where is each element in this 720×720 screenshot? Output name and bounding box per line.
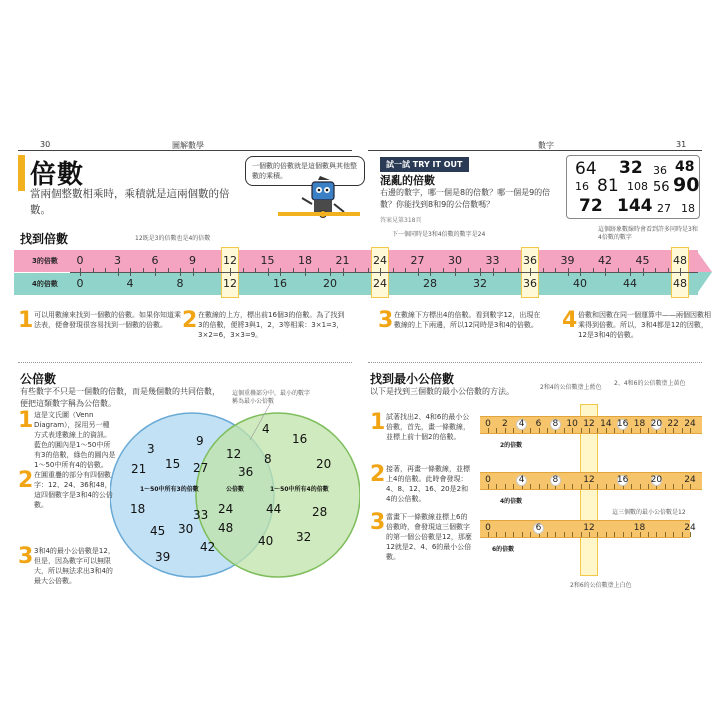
venn-right-number: 44 [266,502,282,516]
ruler-tick [597,484,598,489]
header-rule-left [18,150,352,151]
venn-left-number: 30 [178,522,194,536]
mixed-number: 64 [575,159,597,179]
annotation-12: 12既是3的倍數也是4的倍數 [135,235,211,242]
lcm-annotation: 這個重疊部分中，最小的數字稱為最小公倍數 [232,390,311,405]
ruler-label: 2的倍數 [500,442,523,449]
mixed-number: 56 [653,180,670,195]
ruler-tick [496,532,497,537]
venn-common-number: 48 [218,521,234,535]
ruler-tick [631,484,632,489]
left-running-title: 圖解數學 [172,141,204,150]
step-number: 2 [182,308,198,333]
try-it-text: 右邊的數字，哪一個是8的倍數？哪一個是9的倍數？你能找到8和9的公倍數嗎？ [380,188,551,209]
page-title: 倍數 [30,160,85,190]
step-number: 2 [18,468,34,493]
row3-number: 39 [560,254,575,267]
ruler-tick [640,484,641,489]
venn-left-label: 1～50中所有3的倍數 [140,486,199,493]
row3-number: 15 [260,254,275,267]
step-number: 3 [370,510,386,535]
venn-left-number: 39 [155,550,171,564]
ruler-tick [597,532,598,537]
left-page-number: 30 [40,140,51,149]
ruler-tick [665,484,666,489]
step-number: 4 [562,308,578,333]
ruler-tick [572,532,573,537]
ruler-number: 22 [667,419,679,429]
title-accent-bar [18,155,25,191]
common-multiples-intro: 有些數字不只是一個數的倍數，而是幾個數的共同倍數，便把這類數字稱為公倍數。 [20,387,220,408]
venn-common-number: 12 [226,447,242,461]
right-page-number: 31 [676,140,687,149]
row4-number: 28 [423,277,437,290]
row3-number: 9 [189,254,196,267]
ruler-tick [530,484,531,489]
ruler-number: 4 [518,475,525,485]
ruler-tick [656,532,657,537]
row4-number: 4 [126,277,134,290]
row3-number: 30 [448,254,462,267]
definition-bubble: 一個數的倍數就是這個數與其他整數的乘積。 [245,156,365,186]
ruler-number: 14 [600,419,612,429]
row3-number: 45 [635,254,650,267]
step-number: 3 [18,544,34,569]
ruler-tick [555,532,556,537]
step-text: 在圓重疊的部分有四個數字：12、24、36和48，這四個數字是3和4的公倍數。 [34,471,113,509]
row4-number: 48 [673,277,687,290]
step-text: 在數線下方標出4的倍數。看到數字12，出現在數線的上下兩邊，所以12同時是3和4的倍數。 [394,311,541,329]
lcm-ann-blue: 2和4的公倍數塗上藍色 [540,384,602,391]
ruler-tick [539,484,540,489]
ruler-tick [606,532,607,537]
step-text: 在數線的上方，標出前16個3的倍數。為了找到3的倍數，便將3與1，2，3等相乘：3×1=3，3×2=6，3×3=9。 [198,311,345,339]
venn-common-number: 24 [218,502,234,516]
ruler-tick [665,532,666,537]
row4-number: 8 [176,277,184,290]
row3-number: 48 [673,254,687,267]
venn-left-number: 18 [130,502,146,516]
venn-right-number: 40 [258,534,274,548]
header-rule-right [368,150,702,151]
common-multiples-title: 公倍數 [20,372,57,386]
ruler-number: 8 [552,419,559,429]
ruler-number: 12 [583,475,595,485]
row4-number: 16 [273,277,287,290]
row3-number: 42 [598,254,612,267]
ruler-tick [496,484,497,489]
annotation-common: 這個跡象數線時會看到許多同時是3和4倍數的數字 [598,226,698,241]
ruler-tick [505,484,506,489]
ruler-tick [648,532,649,537]
try-it-note: 答案見第318頁 [380,217,422,224]
step-text: 這是文氏圖（Venn Diagram），採用另一種方式表達數線上的資訊。藍色的圓內是1～50中所有3的倍數，綠色的圓內是1～50中所有4的倍數。 [34,411,116,469]
row4-number: 32 [473,277,487,290]
ruler-label: 6的倍數 [492,546,515,553]
ruler-tick [547,532,548,537]
row3-number: 33 [485,254,500,267]
lcm-ann-yellow: 2、4和6的公倍數塗上黃色 [614,380,686,387]
mixed-number: 48 [675,159,695,175]
row3-number: 21 [335,254,350,267]
ruler-number: 12 [583,419,595,429]
ruler-number: 0 [485,475,491,485]
ruler-number: 6 [535,419,542,429]
row4-number: 12 [223,277,237,290]
mixed-number: 81 [597,176,619,196]
number-line-arrow-icon [696,250,712,295]
venn-right-number: 28 [312,505,328,519]
mixed-numbers-box [566,155,700,219]
ruler-tick [623,532,624,537]
ruler-number: 0 [485,419,491,429]
venn-right-number: 8 [264,452,272,466]
row4-number: 20 [323,277,337,290]
ruler-number: 16 [616,419,629,429]
venn-right-label: 1～50中所有4的倍數 [270,486,329,493]
row3-number: 27 [410,254,425,267]
venn-mid-label: 公倍數 [226,486,245,493]
right-running-title: 數字 [538,141,554,150]
mixed-number: 90 [673,174,700,196]
venn-right-number: 4 [262,422,270,436]
ruler-number: 6 [535,523,542,533]
ruler-number: 10 [566,419,578,429]
venn-left-number: 3 [147,442,155,456]
lcm-ann-white: 2和6的公倍數塗上白色 [570,582,632,589]
number-line-axis [70,272,698,273]
ruler-number: 12 [583,523,595,533]
step-number: 2 [370,462,386,487]
ruler-tick [614,532,615,537]
ruler-number: 8 [552,475,559,485]
section-divider-left [18,362,352,363]
ruler-number: 24 [684,523,696,533]
ruler-number: 18 [633,523,646,533]
ruler-number: 2 [501,419,508,429]
ruler-tick [673,484,674,489]
venn-left-number: 42 [200,540,216,554]
ruler-number: 20 [650,475,663,485]
mixed-number: 108 [627,180,648,193]
ruler-number: 20 [650,419,663,429]
row4-number: 24 [373,277,387,290]
row3-number: 36 [523,254,537,267]
ruler-number: 0 [485,523,491,533]
row4-number: 0 [76,277,84,290]
row3-number: 18 [298,254,312,267]
try-it-header: 試一試 TRY IT OUT [380,157,469,172]
venn-left-number: 33 [193,508,209,522]
row4-label: 4的倍數 [32,280,58,288]
mixed-number: 36 [653,164,667,177]
lcm-ann-twelve: 這三個數的最小公倍數是12 [612,509,686,516]
step-text: 3和4的最小公倍數是12，但是，因為數字可以無限大，所以無法求出3和4的最大公倍數。 [34,547,115,585]
ruler-tick [522,532,523,537]
multiples-of-4-track [14,273,698,295]
try-it-title: 混亂的倍數 [380,174,435,187]
venn-left-number: 21 [131,462,147,476]
ruler-number: 16 [616,475,629,485]
venn-right-number: 16 [292,432,308,446]
ruler-number: 18 [633,419,646,429]
step-text: 試著找出2、4和6的最小公倍數，首先，畫一條數線，並標上前十個2的倍數。 [386,413,470,441]
venn-left-number: 15 [165,457,181,471]
venn-right-number: 20 [316,457,332,471]
step-number: 1 [18,408,34,433]
ruler-label: 4的倍數 [500,498,523,505]
venn-right-number: 32 [296,530,312,544]
ruler-number: 24 [684,419,696,429]
row3-number: 6 [151,254,159,267]
venn-common-number: 36 [238,465,254,479]
step-text: 倍數和因數在同一個運算中——兩個因數相乘得到倍數。所以，3和4都是12的因數，12是3和4的倍數。 [578,311,711,339]
mixed-number: 72 [579,196,603,216]
ruler-tick [505,532,506,537]
ruler-tick [673,532,674,537]
venn-left-number: 9 [196,434,204,448]
lcm-intro: 以下是找到三個數的最小公倍數的方法。 [370,387,514,396]
venn-left-number: 45 [150,524,166,538]
row4-number: 44 [623,277,637,290]
step-text: 可以用數線來找到一個數的倍數。如果你知道乘法表，便會發現很容易找到一個數的倍數。 [34,311,181,329]
step-number: 1 [370,410,386,435]
row3-number: 24 [373,254,387,267]
step-number: 3 [378,308,394,333]
row4-number: 40 [573,277,587,290]
ruler-number: 4 [518,419,525,429]
step-number: 1 [18,308,34,333]
intro-text: 當兩個整數相乘時，乘積就是這兩個數的倍數。 [30,188,230,216]
row3-number: 12 [223,254,237,267]
row3-number: 3 [114,254,121,267]
row3-number: 0 [76,254,84,267]
annotation-24: 下一個同時是3和4倍數的數字是24 [392,231,486,238]
mixed-number: 32 [619,158,643,178]
ruler-tick [513,532,514,537]
ruler-tick [606,484,607,489]
mixed-number: 144 [617,196,653,216]
ruler-tick [564,484,565,489]
mixed-number: 27 [657,202,671,215]
robot-stand [278,212,360,216]
ruler-tick [572,484,573,489]
section-divider-right [368,362,702,363]
ruler-number: 24 [684,475,696,485]
step-text: 當畫下一條數線並標上6的倍數時，會發現這三個數字的第一個公倍數是12，那麼12就是2、4、6的最小公倍數。 [386,513,472,561]
row4-number: 36 [523,277,537,290]
lcm-title: 找到最小公倍數 [370,372,455,386]
venn-diagram [110,400,360,590]
find-multiples-title: 找到倍數 [20,232,69,246]
mixed-number: 18 [681,202,695,215]
mixed-number: 16 [575,180,589,193]
venn-left-number: 27 [193,461,209,475]
step-text: 接著，再畫一條數線，並標上4的倍數。此時會發現：4、8、12、16、20是2和4的公倍數。 [386,465,470,503]
ruler-tick [564,532,565,537]
row3-label: 3的倍數 [32,257,58,265]
